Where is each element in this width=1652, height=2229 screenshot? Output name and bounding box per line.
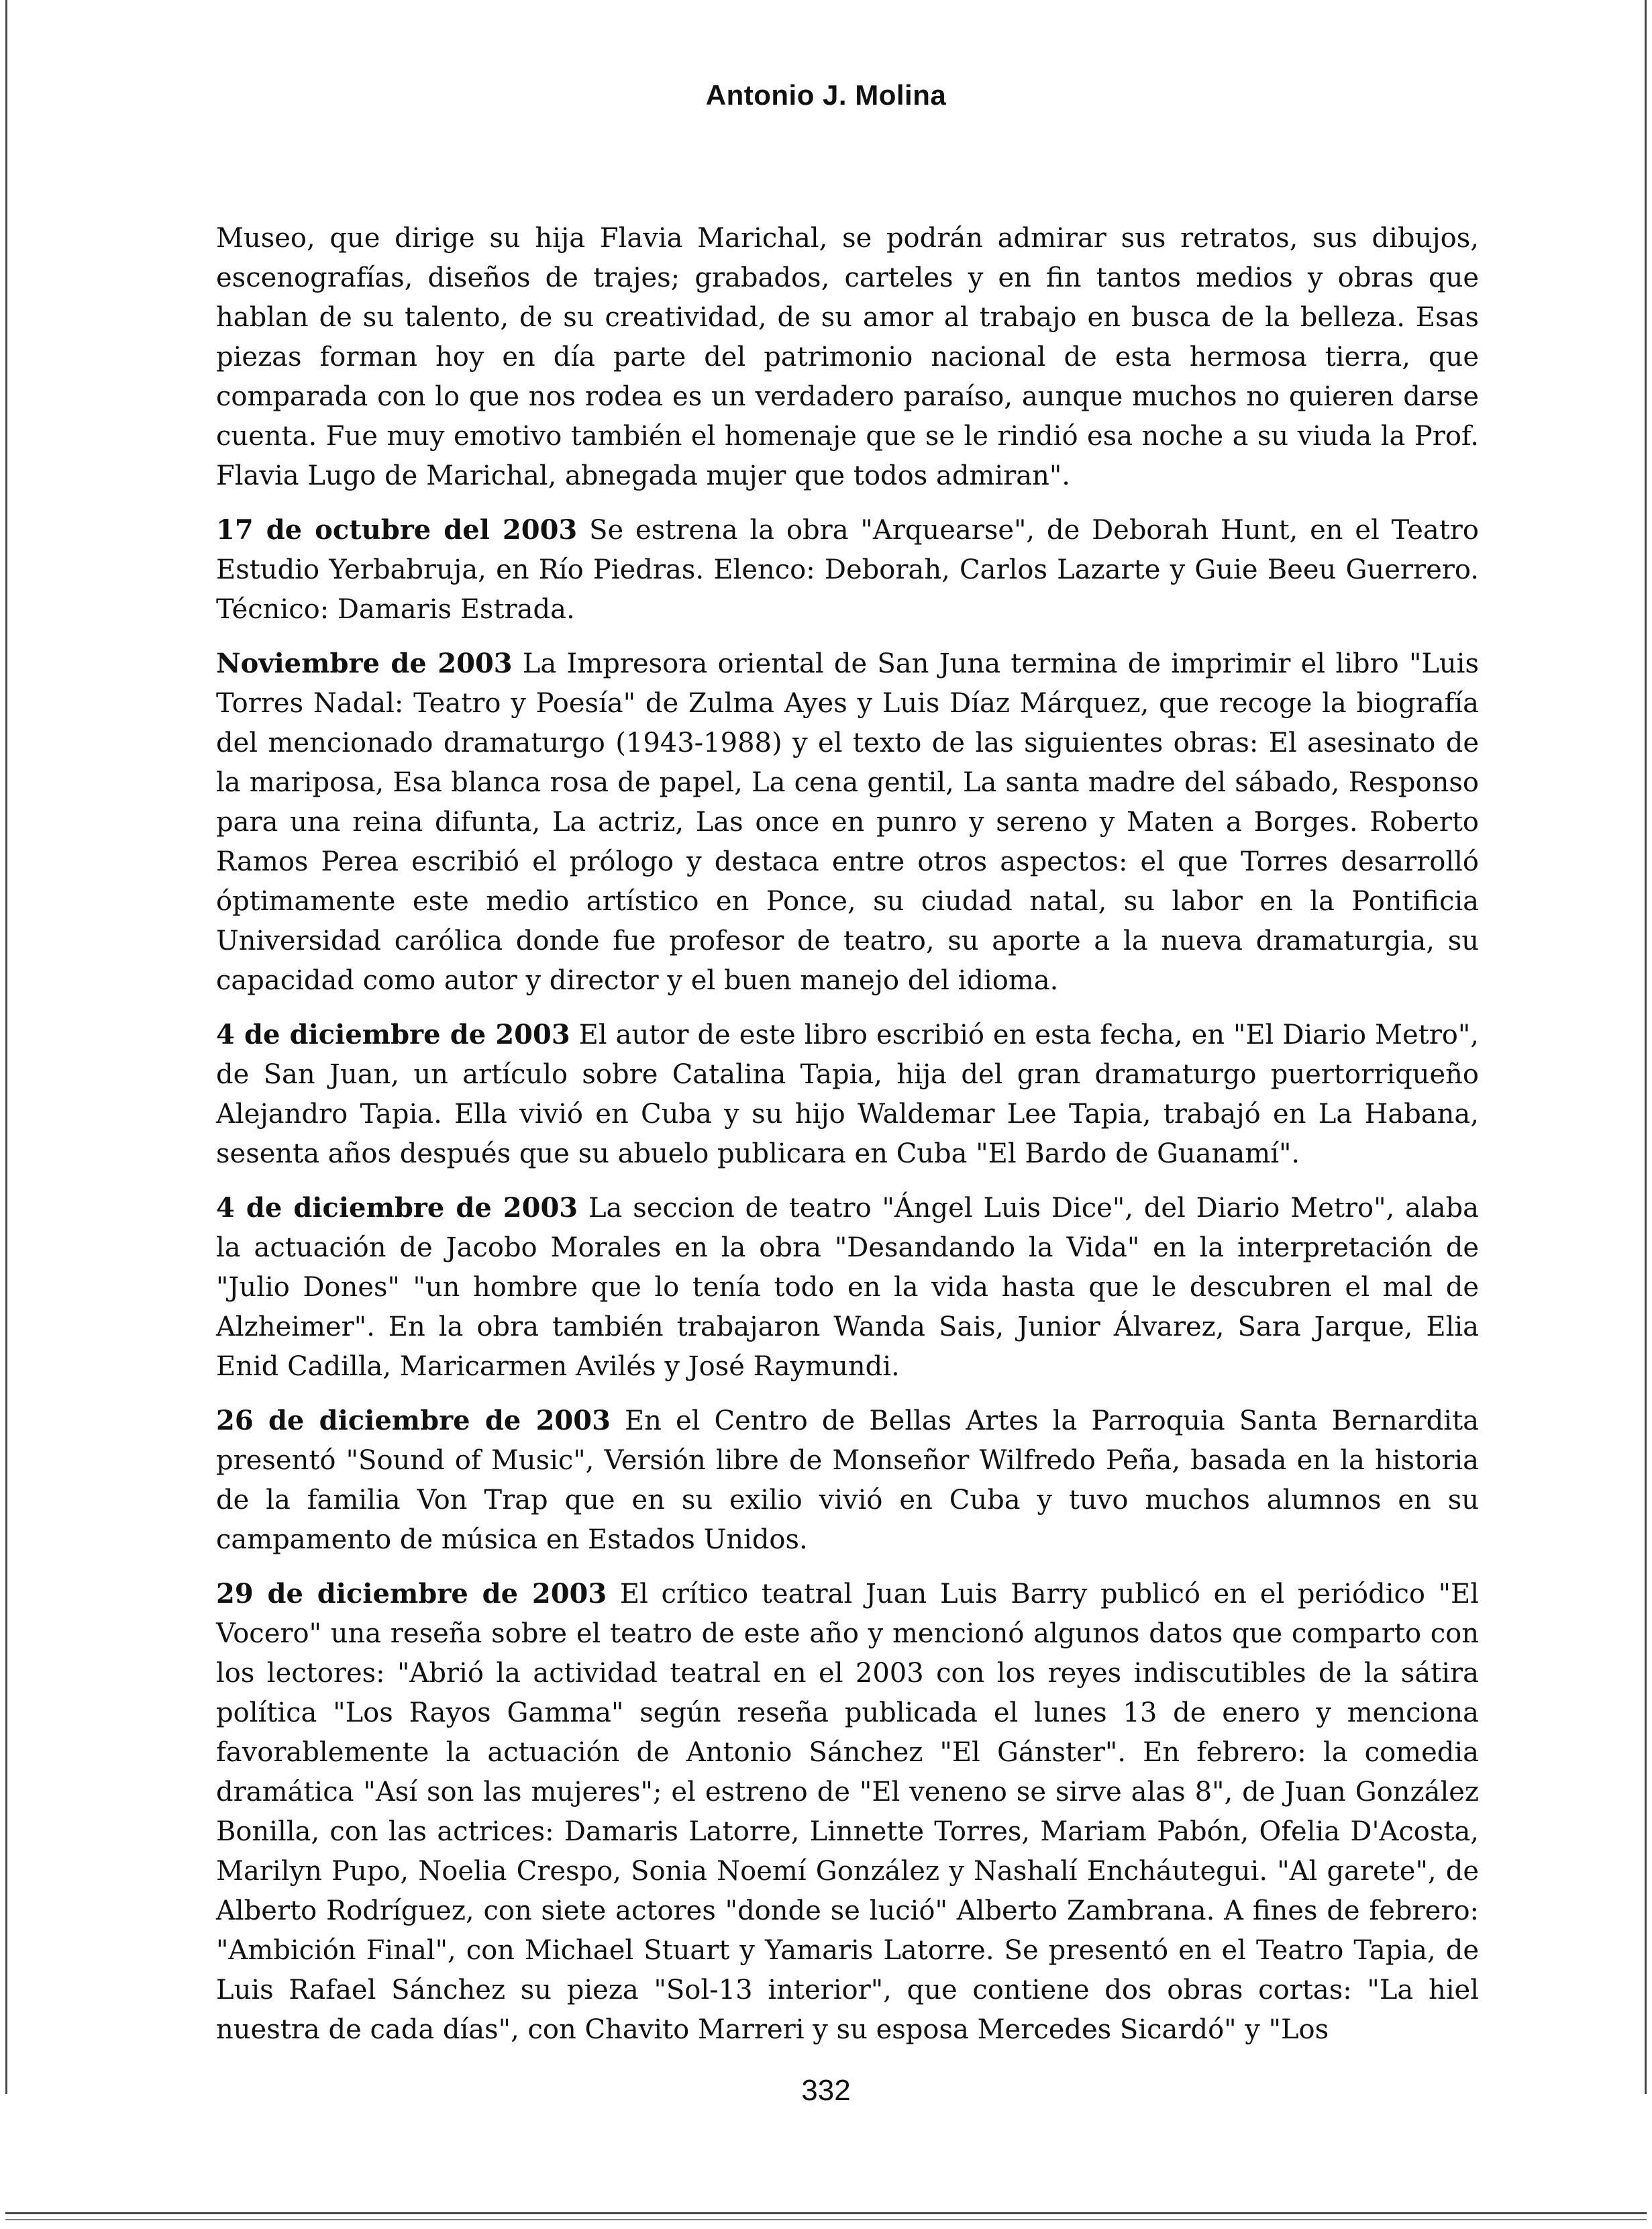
entry-text: El autor de este libro escribió en esta fecha, en "El Diario Metro", de San Juan, un artículo sobre Catalina Tapia, hija del gran dramaturgo puertorriqueño Alejandro Tapia. Ella vivió en Cuba y su hijo Waldemar Lee Tapia, trabajó en La Habana, sesenta años después que su abuelo publicara en Cuba "El Bardo de Guanamí". [216,1020,1480,1169]
entry-date: 29 de diciembre de 2003 [216,1578,607,1609]
chronology-entry [216,1574,1479,2050]
scan-bottom-rule-secondary [5,2219,1647,2220]
entry-text: Se estrena la obra "Arquearse", de Deborah Hunt, en el Teatro Estudio Yerbabruja, en Río Piedras. Elenco: Deborah, Carlos Lazarte y Guie Beeu Guerrero. Técnico: Damaris Estrada. [216,515,1479,625]
scan-border-left [5,0,7,2094]
entry-text: En el Centro de Bellas Artes la Parroquia Santa Bernardita presentó "Sound of Music", Versión libre de Monseñor Wilfredo Peña, basada en la historia de la familia Von Trap que en su exilio vivió en Cuba y tuvo muchos alumnos en su campamento de música en Estados Unidos. [216,1405,1480,1555]
scan-border-right [1645,0,1647,2094]
chronology-entry [216,510,1479,630]
entry-date: 17 de octubre del 2003 [216,514,578,546]
entry-date: Noviembre de 2003 [216,648,513,679]
entry-text: La Impresora oriental de San Juna termina de imprimir el libro "Luis Torres Nadal: Teatro y Poesía" de Zulma Ayes y Luis Díaz Márquez, que recoge la biografía del mencionado dramaturgo (1943-1988) y el texto de las siguientes obras: El asesinato de la mariposa, Esa blanca rosa de papel, La cena gentil, La santa madre del sábado, Responso para una reina difunta, La actriz, Las once en punro y sereno y Maten a Borges. Roberto Ramos Perea escribió el prólogo y destaca entre otros aspectos: el que Torres desarrolló óptimamente este medio artístico en Ponce, su ciudad natal, su labor en la Pontificia Universidad carólica donde fue profesor de teatro, su aporte a la nueva dramaturgia, su capacidad como autor y director y el buen manejo del idioma. [216,648,1479,996]
entry-text: El crítico teatral Juan Luis Barry publicó en el periódico "El Vocero" una reseña sobre el teatro de este año y mencionó algunos datos que comparto con los lectores: "Abrió la actividad teatral en el 2003 con los reyes indiscutibles de la sátira política "Los Rayos Gamma" según reseña publicada el lunes 13 de enero y menciona favorablemente la actuación de Antonio Sánchez "El Gánster". En febrero: la comedia dramática "Así son las mujeres"; el estreno de "El veneno se sirve alas 8", de Juan González Bonilla, con las actrices: Damaris Latorre, Linnette Torres, Mariam Pabón, Ofelia D'Acosta, Marilyn Pupo, Noelia Crespo, Sonia Noemí González y Nashalí Encháutegui. "Al garete", de Alberto Rodríguez, con siete actores "donde se lució" Alberto Zambrana. A fines de febrero: "Ambición Final", con Michael Stuart y Yamaris Latorre. Se presentó en el Teatro Tapia, de Luis Rafael Sánchez su pieza "Sol-13 interior", que contiene dos obras cortas: "La hiel nuestra de cada días", con Chavito Marreri y su esposa Mercedes Sicardó" y "Los [216,1579,1480,2045]
entry-date: 4 de diciembre de 2003 [216,1019,570,1050]
entry-date: 26 de diciembre de 2003 [216,1405,611,1436]
entry-text: La seccion de teatro "Ángel Luis Dice", del Diario Metro", alaba la actuación de Jacobo Morales en la obra "Desandando la Vida" en la interpretación de "Julio Dones" "un hombre que lo tenía todo en la vida hasta que le descubren el mal de Alzheimer". En la obra también trabajaron Wanda Sais, Junior Álvarez, Sara Jarque, Elia Enid Cadilla, Maricarmen Avilés y José Raymundi. [216,1193,1479,1382]
chronology-entry [216,644,1479,1001]
intro-paragraph: Museo, que dirige su hija Flavia Marichal, se podrán admirar sus retratos, sus dibujos, escenografías, diseños de trajes; grabados, carteles y en fin tantos medios y obras que hablan de su talento, de su creatividad, de su amor al trabajo en busca de la belleza. Esas piezas forman hoy en día parte del patrimonio nacional de esta hermosa tierra, que comparada con lo que nos rodea es un verdadero paraíso, aunque muchos no quieren darse cuenta. Fue muy emotivo también el homenaje que se le rindió esa noche a su viuda la Prof. Flavia Lugo de Marichal, abnegada mujer que todos admiran". [216,223,1479,491]
chronology-entry [216,1015,1479,1174]
page-number: 332 [801,2074,851,2107]
chronology-entry [216,1188,1479,1387]
scan-bottom-rule [5,2212,1647,2214]
running-head: Antonio J. Molina [705,79,947,111]
chronology-entry [216,1401,1479,1560]
body-text [216,219,1479,2064]
entry-date: 4 de diciembre de 2003 [216,1192,578,1224]
